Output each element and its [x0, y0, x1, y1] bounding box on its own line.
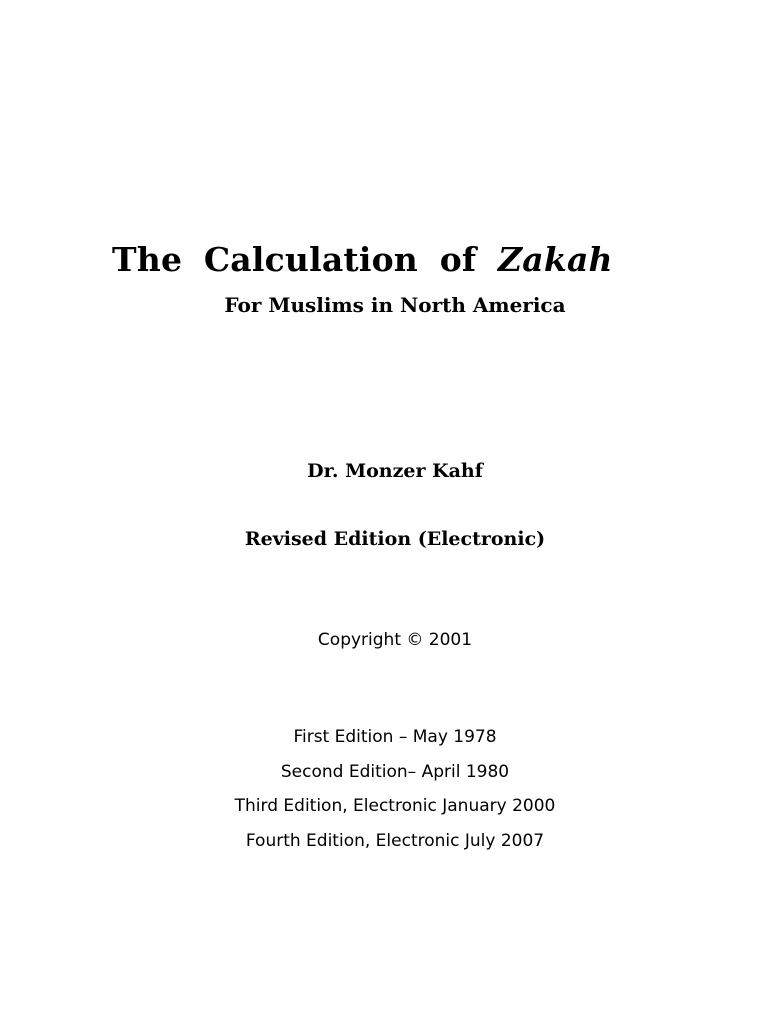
edition-history-item: First Edition – May 1978 — [293, 727, 497, 747]
edition-history-item: Fourth Edition, Electronic July 2007 — [245, 831, 545, 851]
author-name: Dr. Monzer Kahf — [307, 460, 483, 482]
book-title — [112, 240, 613, 279]
book-title-italic-word: Zakah — [498, 240, 613, 279]
book-subtitle: For Muslims in North America — [224, 293, 566, 317]
copyright-notice: Copyright © 2001 — [317, 630, 473, 650]
edition-history-item: Third Edition, Electronic January 2000 — [234, 796, 556, 816]
edition-label: Revised Edition (Electronic) — [244, 528, 546, 550]
book-title-main: The Calculation of — [112, 240, 477, 279]
edition-history-item: Second Edition– April 1980 — [280, 762, 510, 782]
